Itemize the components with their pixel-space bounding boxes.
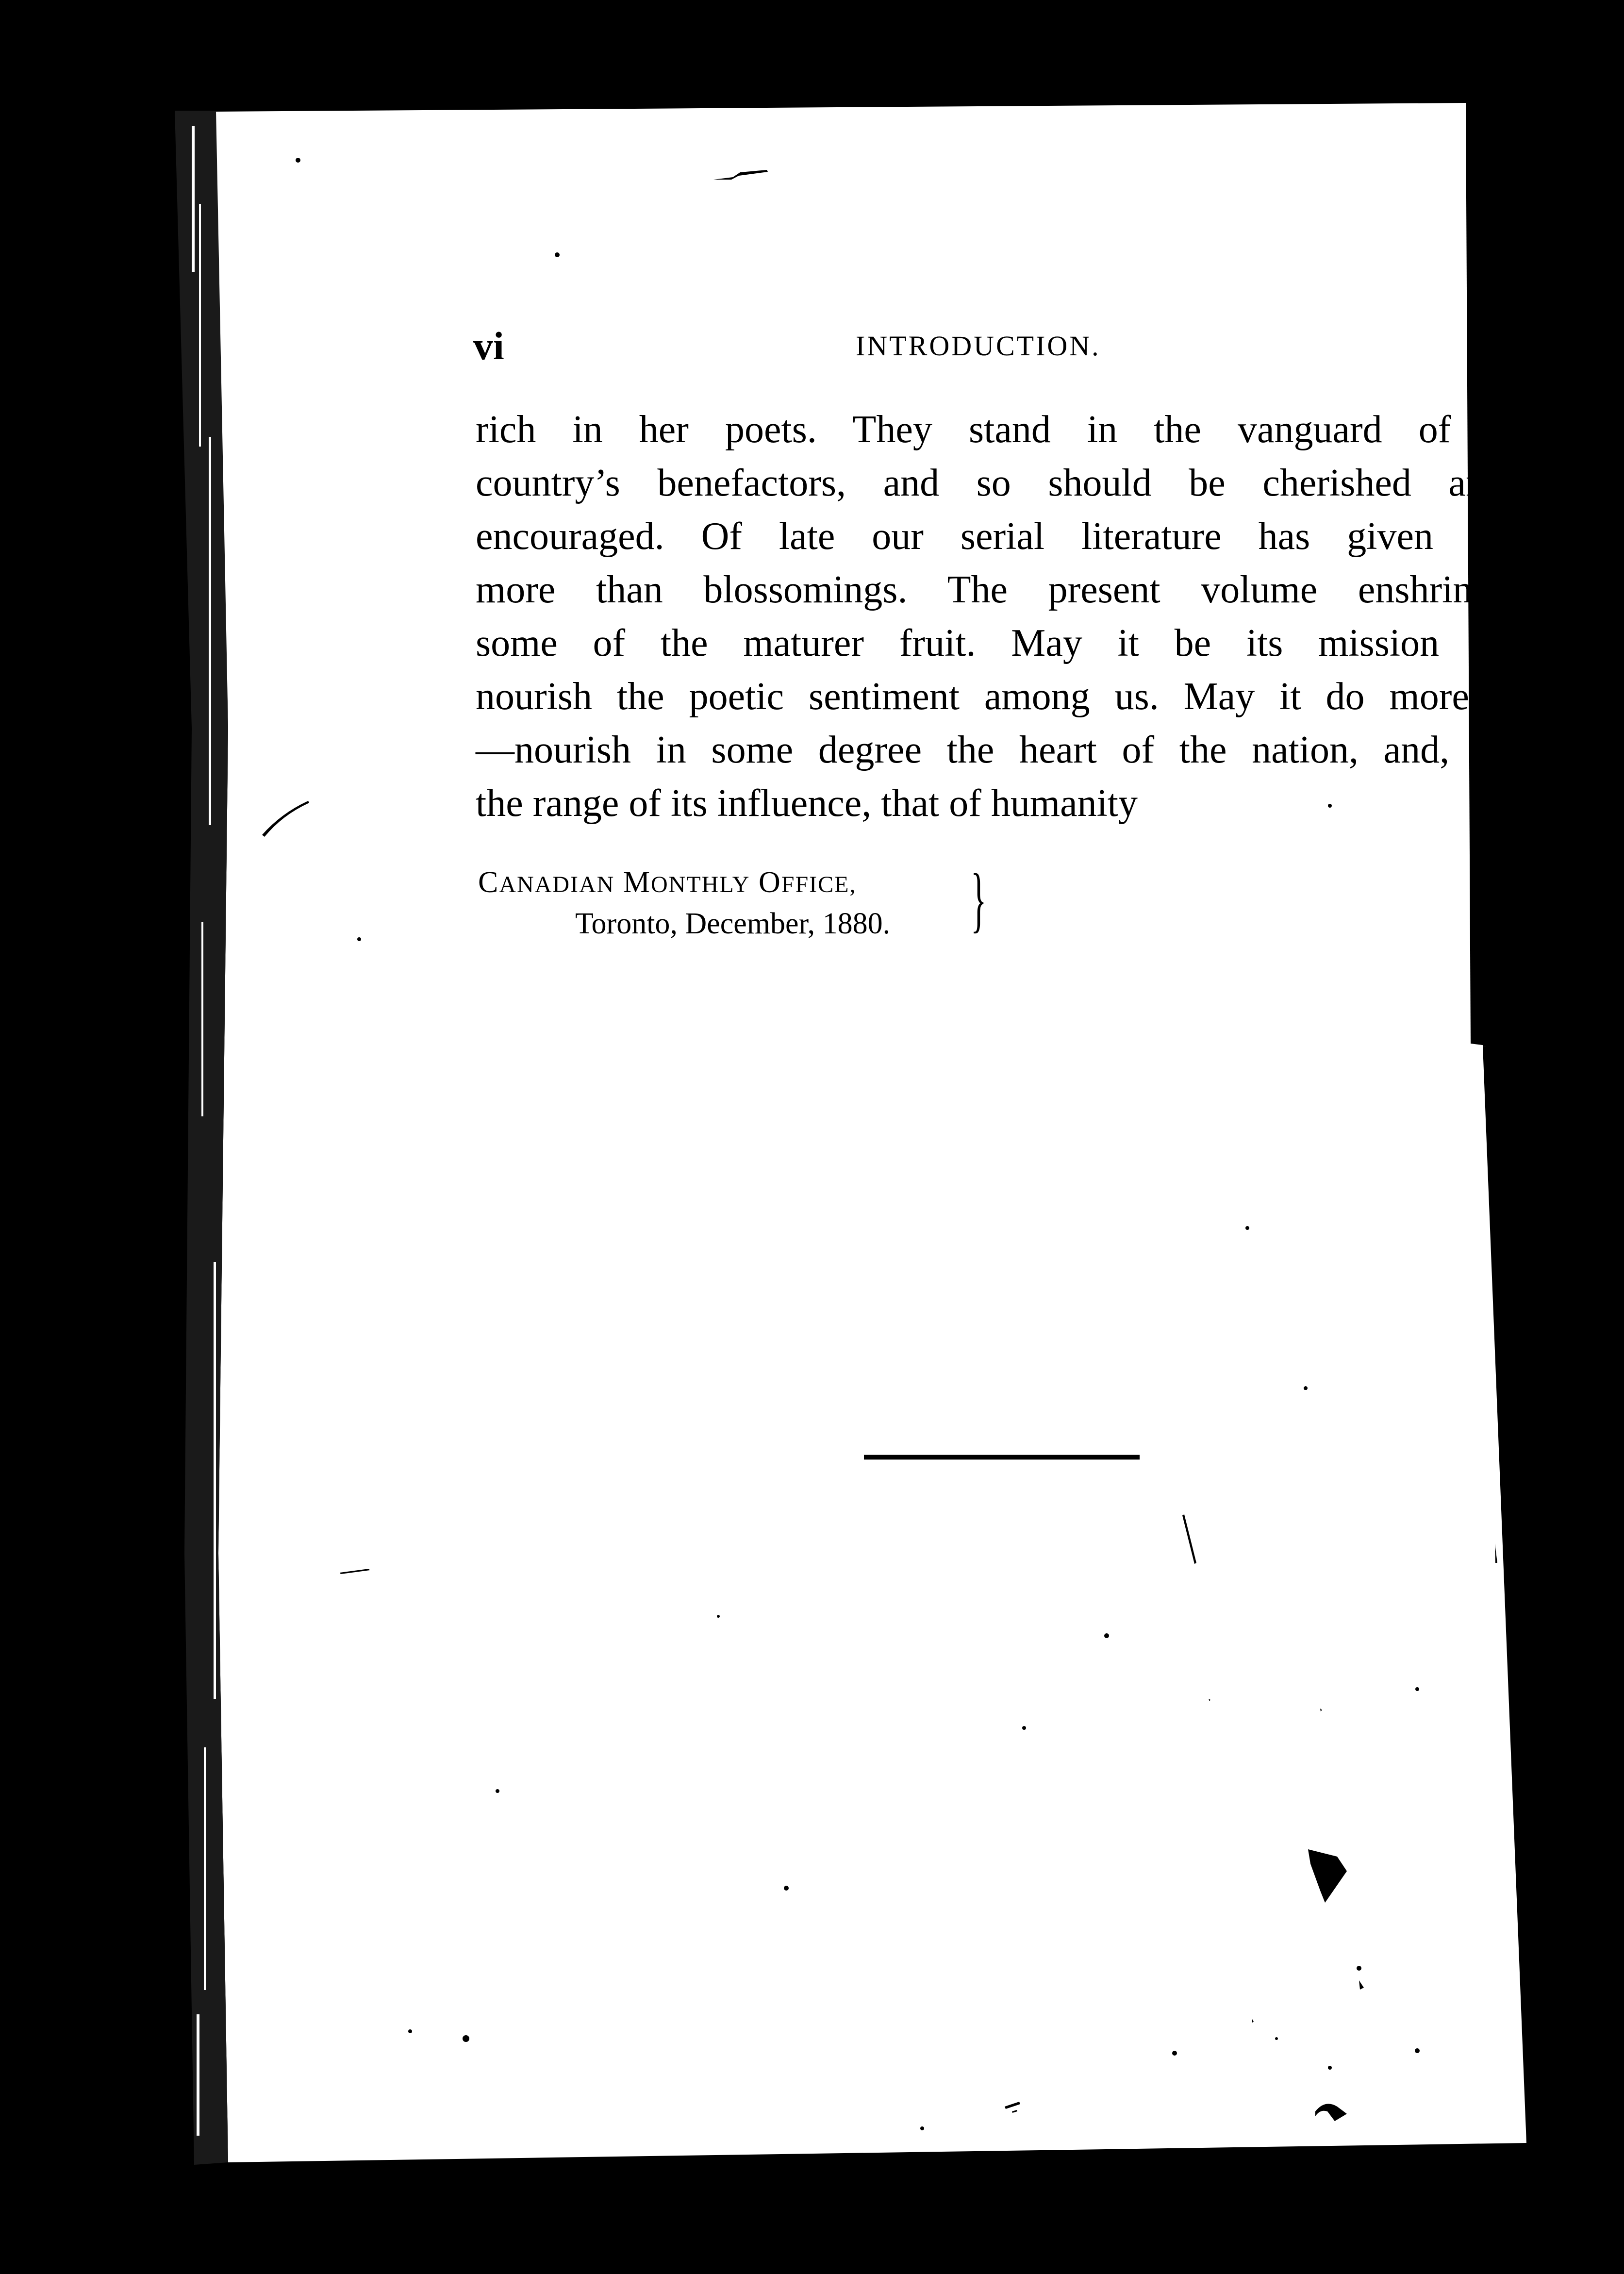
signature-office: CANADIAN MONTHLY OFFICE,	[478, 866, 857, 899]
body-line: —nourish in some degree the heart of the nation, and, in	[476, 729, 1505, 771]
signature-place-date: Toronto, December, 1880.	[575, 907, 891, 940]
body-line: nourish the poetic sentiment among us. May it do more :	[476, 675, 1505, 718]
closing-rule	[864, 1455, 1140, 1460]
body-paragraph	[476, 403, 1505, 830]
running-head: INTRODUCTION.	[856, 330, 1101, 362]
page-number: vi	[473, 324, 504, 368]
signature-block	[478, 863, 890, 943]
brace-glyph: }	[971, 859, 987, 940]
body-line: country’s benefactors, and so should be cherished and	[476, 462, 1505, 504]
body-line: the range of its influence, that of humanity	[476, 782, 1138, 825]
body-line: rich in her poets. They stand in the vanguard of a	[476, 408, 1505, 451]
body-line: some of the maturer fruit. May it be its mission to	[476, 622, 1505, 664]
body-line: encouraged. Of late our serial literature has given us	[476, 515, 1505, 558]
body-line: more than blossomings. The present volume enshrines	[476, 568, 1505, 611]
